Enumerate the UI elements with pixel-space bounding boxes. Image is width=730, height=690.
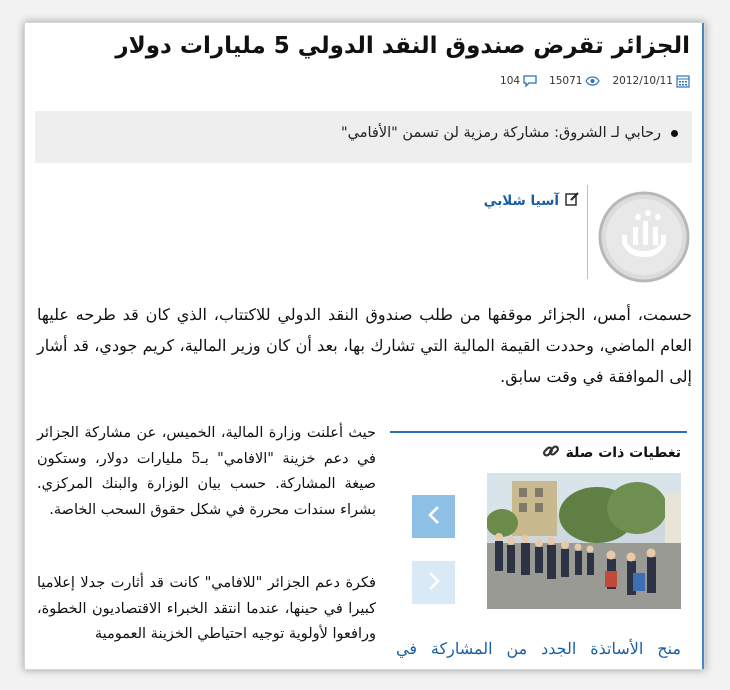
frame-accent-rule xyxy=(702,23,704,669)
related-coverage-box xyxy=(390,431,687,670)
chevron-left-icon xyxy=(426,504,442,530)
related-caption-link[interactable]: منح الأساتذة الجدد من المشاركة في xyxy=(396,639,681,658)
eye-icon xyxy=(585,76,600,86)
article-paragraph: فكرة دعم الجزائر "للافامي" كانت قد أثارت جدلا إعلاميا كبيرا في حينها، عندما انتقد الخبراء الاقتصاديون الخطوة، ورافعوا لأولوية توجيه احتياطي الخزينة العمومية xyxy=(37,575,376,642)
view-count: 15071 xyxy=(549,75,583,87)
article-title: الجزائر تقرض صندوق النقد الدولي 5 مليارات دولار xyxy=(115,33,690,59)
author-link[interactable] xyxy=(484,191,580,210)
article-paragraph: حيث أعلنت وزارة المالية، الخميس، عن مشاركة الجزائر في دعم خزينة "الافامي" بـ5 مليارات دولار، وستكون صيغة المشاركة. حسب بيان الوزارة والبنك المركزي. بشراء سندات محررة في شكل حقوق السحب الخاصة. xyxy=(37,425,376,518)
link-icon xyxy=(542,442,560,464)
author-box xyxy=(580,185,690,280)
chevron-right-icon xyxy=(426,570,442,596)
author-name[interactable]: آسيا شلابي xyxy=(483,192,559,209)
article-lead: حسمت، أمس، الجزائر موقفها من طلب صندوق النقد الدولي للاكتتاب، الذي كان قد طرحه عليها العام الماضي، وحددت القيمة المالية التي تشارك بها، بعد أن كان وزير المالية، كريم جودي، قد أشار إلى الموافقة في وقت سابق. xyxy=(37,305,693,386)
summary-box xyxy=(35,111,692,163)
summary-text: رحابي لـ الشروق: مشاركة رمزية لن تسمن "الأفامي" xyxy=(340,125,661,141)
comment-count[interactable]: 104 xyxy=(500,75,521,87)
carousel-next-button[interactable] xyxy=(412,561,455,604)
author-divider xyxy=(587,185,588,279)
bullet-icon xyxy=(671,130,678,137)
carousel-prev-button[interactable] xyxy=(412,495,455,538)
summary-item xyxy=(341,125,678,141)
related-heading xyxy=(542,442,681,464)
related-heading-text: تغطيات ذات صلة xyxy=(565,445,681,461)
related-thumbnail[interactable] xyxy=(487,473,681,609)
calendar-icon xyxy=(676,74,690,88)
edit-icon xyxy=(565,191,580,210)
article-meta xyxy=(500,74,690,88)
article-frame xyxy=(24,22,705,670)
comment-icon[interactable] xyxy=(523,75,537,87)
publish-date: 2012/10/11 xyxy=(612,75,673,87)
echorouk-logo-icon xyxy=(598,191,690,283)
